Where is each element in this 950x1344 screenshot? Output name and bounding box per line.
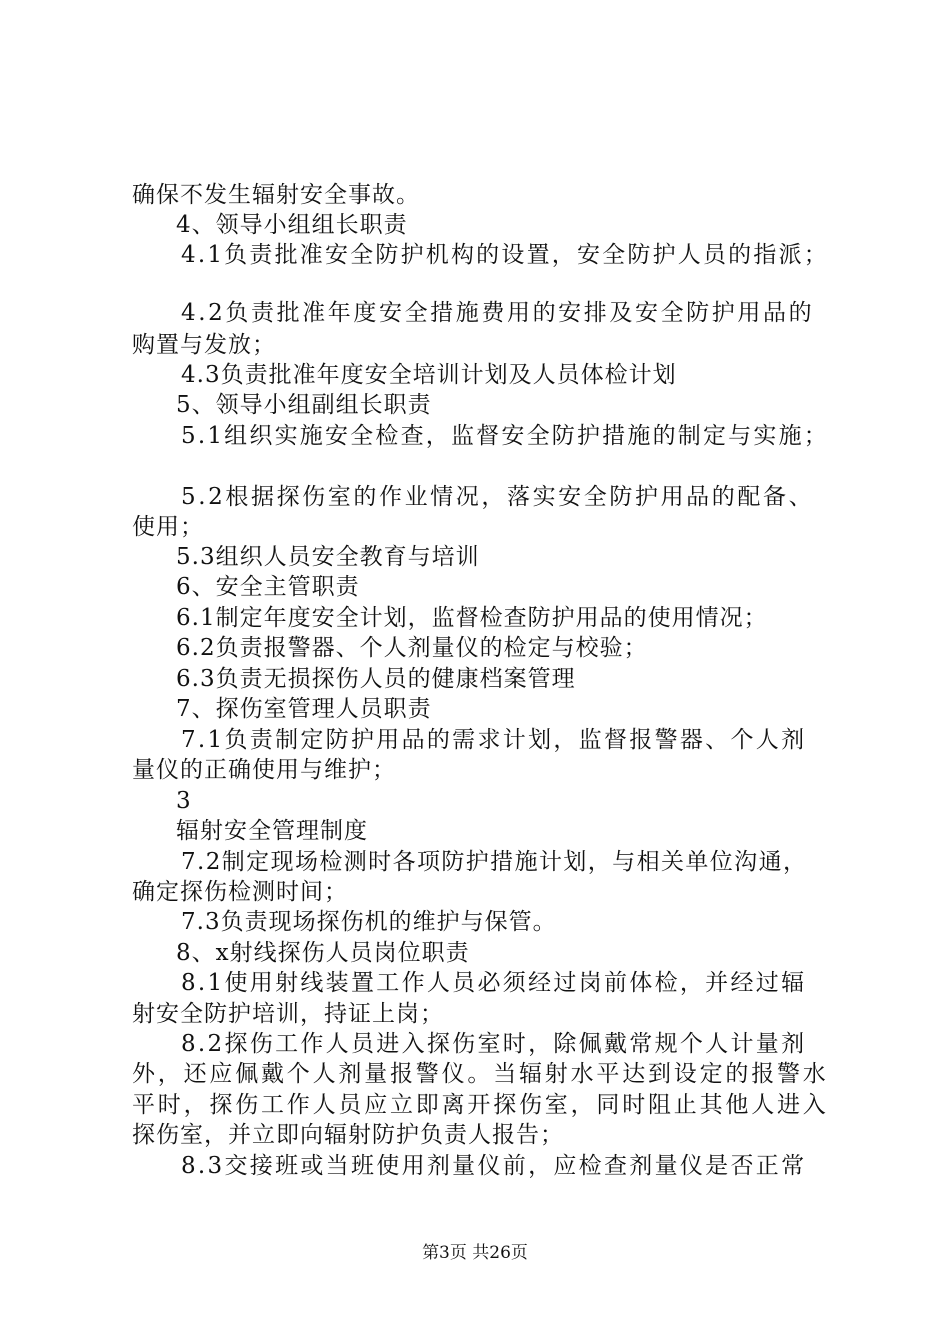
page-footer: 第3页 共26页 — [422, 1243, 528, 1263]
section-heading: 8、x射线探伤人员岗位职责 — [176, 940, 470, 966]
body-line: 量仪的正确使用与维护； — [132, 757, 396, 783]
body-line: 5.1组织实施安全检查，监督安全防护措施的制定与实施； — [181, 423, 829, 449]
body-line: 7.1负责制定防护用品的需求计划，监督报警器、个人剂 — [181, 727, 807, 753]
document-title-text: 辐射安全管理制度 — [176, 818, 368, 844]
body-line: 6.2负责报警器、个人剂量仪的检定与校验； — [176, 635, 648, 661]
body-line: 使用； — [132, 514, 204, 540]
body-line: 8.1使用射线装置工作人员必须经过岗前体检，并经过辐 — [181, 970, 807, 996]
section-heading: 4、领导小组组长职责 — [176, 212, 408, 238]
body-line: 4.1负责批准安全防护机构的设置，安全防护人员的指派； — [181, 242, 829, 268]
body-line: 4.2负责批准年度安全措施费用的安排及安全防护用品的 — [181, 300, 815, 326]
body-line: 平时，探伤工作人员应立即离开探伤室，同时阻止其他人进入 — [132, 1092, 829, 1118]
body-line: 确保不发生辐射安全事故。 — [132, 182, 420, 208]
body-line: 7.2制定现场检测时各项防护措施计划，与相关单位沟通， — [181, 849, 808, 875]
body-line: 确定探伤检测时间； — [132, 879, 348, 905]
body-line: 外，还应佩戴个人剂量报警仪。当辐射水平达到设定的报警水 — [132, 1061, 829, 1087]
body-line: 8.2探伤工作人员进入探伤室时，除佩戴常规个人计量剂 — [181, 1031, 807, 1057]
body-line: 6.1制定年度安全计划，监督检查防护用品的使用情况； — [176, 605, 768, 631]
body-line: 6.3负责无损探伤人员的健康档案管理 — [176, 666, 576, 692]
page-number-text: 3 — [176, 788, 192, 814]
body-line: 4.3负责批准年度安全培训计划及人员体检计划 — [181, 362, 677, 388]
section-heading: 5、领导小组副组长职责 — [176, 392, 432, 418]
body-line: 8.3交接班或当班使用剂量仪前，应检查剂量仪是否正常 — [181, 1153, 807, 1179]
body-line: 5.2根据探伤室的作业情况，落实安全防护用品的配备、 — [181, 484, 815, 510]
section-heading: 7、探伤室管理人员职责 — [176, 696, 432, 722]
body-line: 7.3负责现场探伤机的维护与保管。 — [181, 909, 557, 935]
body-line: 探伤室，并立即向辐射防护负责人报告； — [132, 1122, 564, 1148]
section-heading: 6、安全主管职责 — [176, 574, 360, 600]
body-line: 5.3组织人员安全教育与培训 — [176, 544, 480, 570]
body-line: 射安全防护培训，持证上岗； — [132, 1001, 444, 1027]
body-line: 购置与发放； — [132, 332, 276, 358]
